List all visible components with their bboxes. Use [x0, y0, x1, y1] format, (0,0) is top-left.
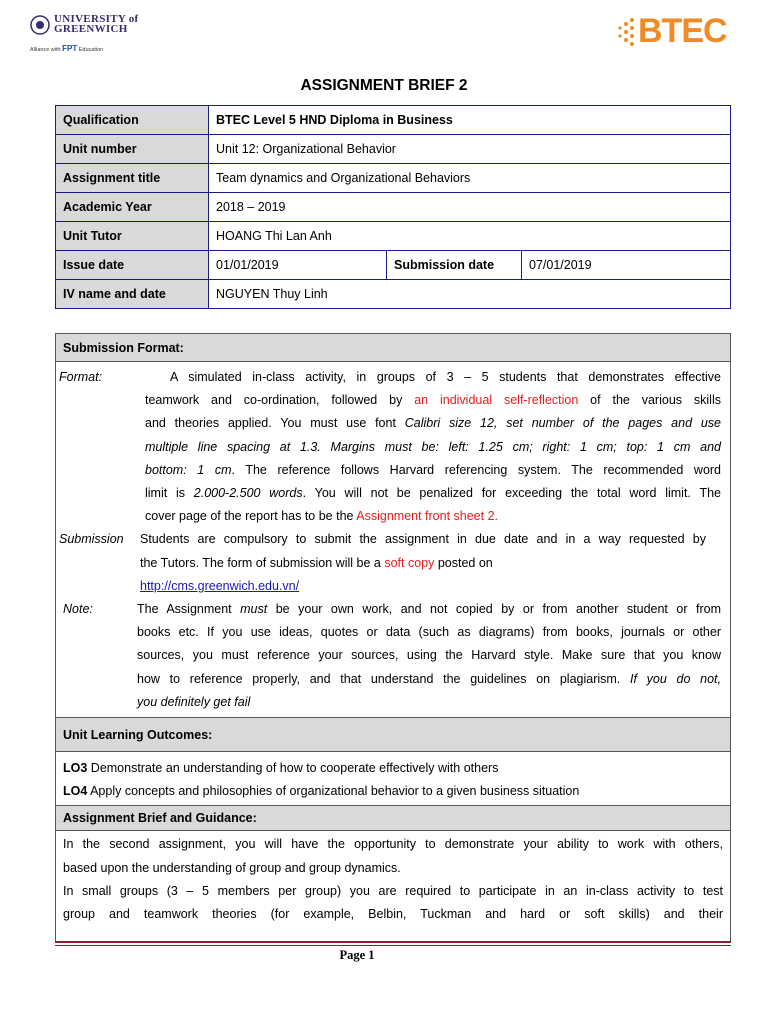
- iv-label: IV name and date: [56, 280, 209, 309]
- cms-link[interactable]: http://cms.greenwich.edu.vn/: [140, 578, 300, 593]
- format-block: [56, 366, 730, 389]
- submission-date-value: 07/01/2019: [522, 251, 731, 280]
- note-line: you definitely get fail: [137, 694, 251, 709]
- guidance-line: In small groups (3 – 5 members per group) you are required to participate in an in-class activity to test: [63, 883, 723, 898]
- format-line: teamwork and co-ordination, followed by an individual self-reflection of the various skills: [145, 393, 721, 408]
- lo4-item: LO4 Apply concepts and philosophies of organizational behavior to a given business situation: [63, 784, 580, 799]
- assignment-info-table: [55, 105, 731, 309]
- page-number: Page 1: [339, 948, 375, 962]
- table-row: [56, 251, 731, 280]
- footer-rule: [55, 941, 731, 943]
- format-line: limit is 2.000-2.500 words. You will not be penalized for exceeding the total word limit. The: [145, 486, 721, 501]
- issue-date-label: Issue date: [56, 251, 209, 280]
- table-row: [56, 280, 731, 309]
- table-row: [56, 222, 731, 251]
- academic-year-label: Academic Year: [56, 193, 209, 222]
- qualification-value: BTEC Level 5 HND Diploma in Business: [209, 106, 731, 135]
- note-line: sources, you must reference your sources, using the Harvard style. Make sure that you know: [137, 648, 721, 663]
- format-line: bottom: 1 cm. The reference follows Harvard referencing system. The recommended word: [145, 462, 722, 477]
- note-label: Note:: [63, 602, 93, 617]
- table-row: [56, 193, 731, 222]
- academic-year-value: 2018 – 2019: [209, 193, 731, 222]
- table-row: [56, 135, 731, 164]
- table-row: [56, 164, 731, 193]
- table-row: [56, 106, 731, 135]
- learning-outcomes-heading: Unit Learning Outcomes:: [56, 717, 730, 752]
- assignment-title-value: Team dynamics and Organizational Behaviors: [209, 164, 731, 193]
- unit-number-label: Unit number: [56, 135, 209, 164]
- footer-rule-thin: [55, 945, 731, 946]
- note-block: [56, 598, 730, 621]
- submission-block: [56, 528, 730, 551]
- guidance-line: In the second assignment, you will have the opportunity to demonstrate your ability to work with others,: [63, 837, 723, 852]
- brief-content-box: [55, 333, 731, 942]
- unit-tutor-value: HOANG Thi Lan Anh: [209, 222, 731, 251]
- assignment-title-label: Assignment title: [56, 164, 209, 193]
- fpt-logo: FPT: [62, 44, 78, 53]
- issue-date-value: 01/01/2019: [209, 251, 387, 280]
- btec-dots-icon: [612, 14, 638, 54]
- submission-format-heading: Submission Format:: [56, 334, 730, 362]
- submission-label: Submission: [59, 532, 124, 547]
- note-line: The Assignment must be your own work, and not copied by or from another student or from: [137, 602, 721, 617]
- note-line: books etc. If you use ideas, quotes or data (such as diagrams) from books, journals or other: [137, 625, 721, 640]
- guidance-line: based upon the understanding of group and group dynamics.: [63, 860, 401, 875]
- lo3-item: LO3 Demonstrate an understanding of how to cooperate effectively with others: [63, 761, 499, 776]
- btec-logo: [612, 14, 752, 54]
- submission-line: Students are compulsory to submit the assignment in due date and in a way requested by: [140, 532, 706, 547]
- university-name: UNIVERSITY of GREENWICH: [54, 13, 139, 35]
- submission-date-label: Submission date: [387, 251, 522, 280]
- submission-line: the Tutors. The form of submission will be a soft copy posted on: [140, 555, 493, 570]
- submission-line: [140, 575, 730, 598]
- format-label: Format:: [59, 370, 103, 384]
- university-logo: [30, 12, 170, 62]
- format-line: multiple line spacing at 1.3. Margins must be: left: 1.25 cm; right: 1 cm; top: 1 cm and: [145, 439, 721, 454]
- iv-value: NGUYEN Thuy Linh: [209, 280, 731, 309]
- format-line: A simulated in-class activity, in groups of 3 – 5 students that demonstrates effective: [170, 370, 721, 384]
- unit-tutor-label: Unit Tutor: [56, 222, 209, 251]
- guidance-section: [56, 831, 730, 926]
- crest-icon: [30, 14, 50, 36]
- learning-outcomes-section: [56, 752, 730, 805]
- guidance-heading: Assignment Brief and Guidance:: [56, 805, 730, 831]
- format-line: and theories applied. You must use font Calibri size 12, set number of the pages and use: [145, 416, 721, 431]
- qualification-label: Qualification: [56, 106, 209, 135]
- format-line: cover page of the report has to be the Assignment front sheet 2.: [145, 509, 499, 524]
- btec-wordmark: BTEC: [638, 12, 727, 50]
- alliance-text: Alliance with FPT Education: [30, 44, 104, 53]
- guidance-line: group and teamwork theories (for example, Belbin, Tuckman and hard or soft skills) and their: [63, 907, 723, 922]
- note-line: how to reference properly, and that understand the guidelines on plagiarism. If you do not,: [137, 671, 721, 686]
- unit-number-value: Unit 12: Organizational Behavior: [209, 135, 731, 164]
- submission-format-section: [56, 362, 730, 714]
- page-title: ASSIGNMENT BRIEF 2: [300, 77, 468, 94]
